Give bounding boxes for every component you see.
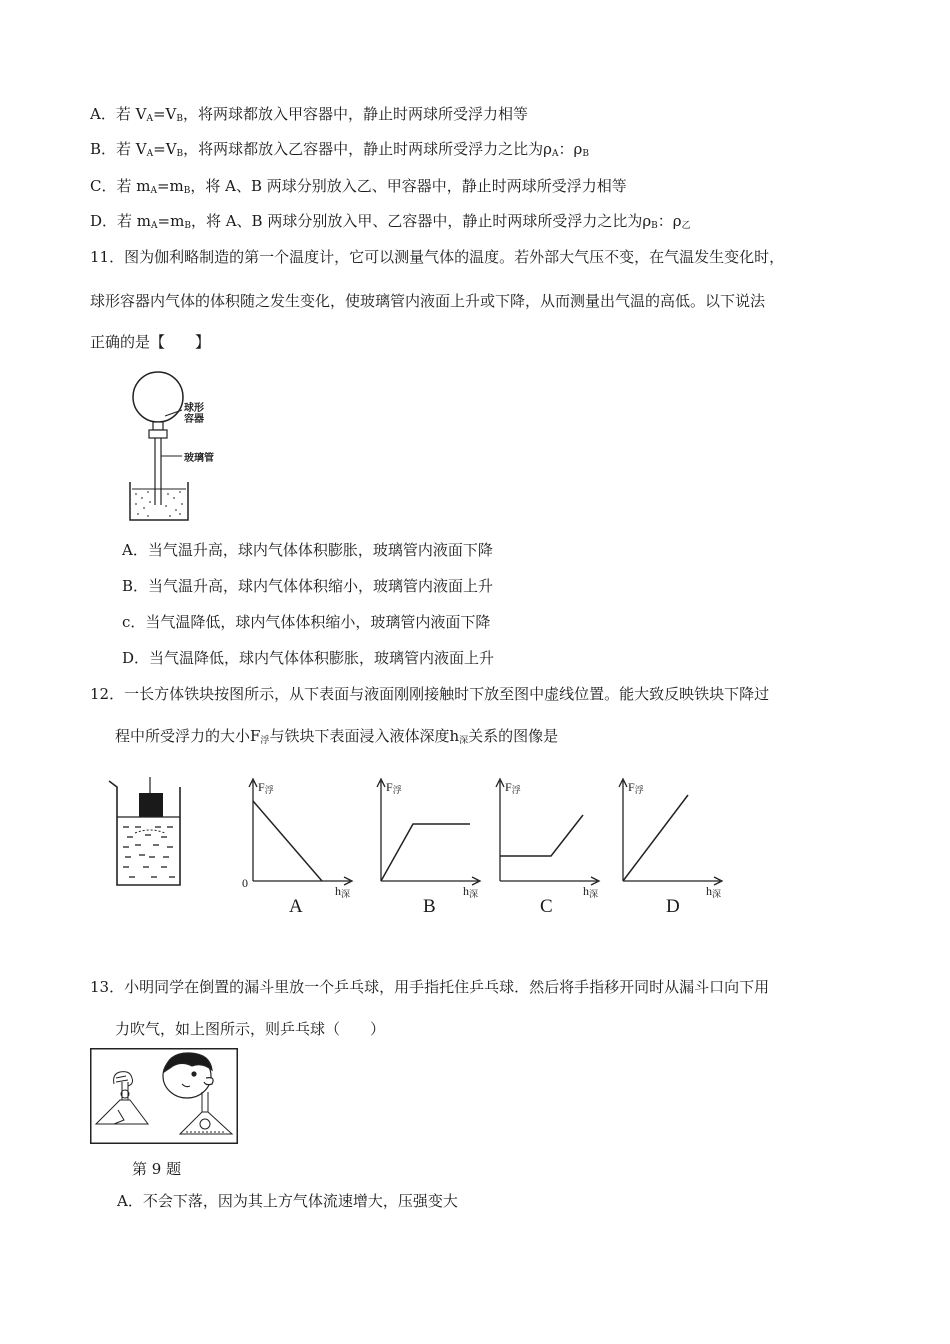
text: ：ρ [657, 212, 682, 230]
q11-option-d: D．当气温降低，球内气体体积膨胀，玻璃管内液面上升 [122, 649, 495, 667]
q13-stem-line2: 力吹气，如上图所示，则乒乓球（ ） [115, 1020, 386, 1038]
figure-caption: 第 9 题 [132, 1160, 182, 1178]
graph-c-y-label [505, 780, 521, 796]
text: ，将两球都放入甲容器中，静止时两球所受浮力相等 [182, 105, 528, 123]
text: h [463, 884, 469, 898]
subscript: A [146, 149, 154, 159]
graph-c-x-label [583, 884, 598, 900]
graph-b-label: B [423, 896, 436, 917]
text: =V [153, 140, 177, 158]
thermometer-figure [120, 370, 240, 525]
subscript: 浮 [260, 736, 270, 746]
text: F [386, 780, 393, 794]
subscript: 深 [589, 889, 599, 899]
text: h [583, 884, 589, 898]
graph-b-y-label [386, 780, 402, 796]
q11-option-a: A．当气温升高，球内气体体积膨胀，玻璃管内液面下降 [122, 541, 493, 559]
graph-b-x-label [463, 884, 478, 900]
subscript: A [551, 149, 559, 159]
q10-option-d [90, 210, 691, 231]
subscript: B [184, 221, 191, 231]
figure-frame [91, 1049, 238, 1144]
q10-option-b [90, 138, 589, 159]
text: B．若 V [90, 140, 147, 158]
dashed-target-position [135, 830, 165, 833]
subscript: 浮 [264, 785, 274, 795]
q11-option-c: c．当气温降低，球内气体体积缩小，玻璃管内液面下降 [122, 613, 491, 631]
graph-a-x-label [335, 884, 350, 900]
subscript: 深 [459, 736, 469, 746]
subscript: 深 [712, 889, 722, 899]
label-glass-tube: 玻璃管 [184, 453, 214, 464]
text: F [505, 780, 512, 794]
spherical-container [133, 372, 183, 422]
q11-stem-line1: 11．图为伽利略制造的第一个温度计，它可以测量气体的温度。若外部大气压不变，在气温发生变化时， [90, 248, 785, 266]
subscript: 乙 [681, 221, 691, 231]
text: 关系的图像是 [468, 727, 559, 745]
subscript: 深 [469, 889, 479, 899]
text: =m [157, 212, 185, 230]
subscript: 浮 [511, 785, 521, 795]
text: ，将 A、B 两球分别放入甲、乙容器中，静止时两球所受浮力之比为ρ [190, 212, 652, 230]
subscript: A [150, 186, 157, 196]
graph-d-line [623, 795, 688, 881]
label-spherical-container: 球形容器 [184, 403, 204, 425]
subscript: B [176, 114, 183, 124]
graph-c-label: C [540, 896, 553, 917]
graph-a-origin: 0 [242, 876, 248, 890]
q11-stem-line2: 球形容器内气体的体积随之发生变化，使玻璃管内液面上升或下降，从而测量出气温的高低。以下说法 [90, 292, 766, 310]
iron-block-beaker-figure [105, 775, 187, 890]
q10-option-c [90, 175, 627, 196]
text: ，将 A、B 两球分别放入乙、甲容器中，静止时两球所受浮力相等 [190, 177, 627, 195]
graph-d-x-label [706, 884, 721, 900]
text: ：ρ [558, 140, 583, 158]
subscript: B [651, 221, 658, 231]
subscript: A [146, 114, 153, 124]
text: F [628, 780, 635, 794]
graph-b-line [381, 824, 470, 881]
graph-d-y-label [628, 780, 644, 796]
text: F [258, 780, 265, 794]
q11-option-b: B．当气温升高，球内气体体积缩小，玻璃管内液面上升 [122, 577, 494, 595]
subscript: B [176, 149, 184, 159]
graph-c-line [500, 815, 583, 856]
graph-a-line [253, 801, 322, 881]
text: =m [156, 177, 184, 195]
q10-option-a [90, 103, 528, 124]
subscript: A [151, 221, 158, 231]
subscript: 深 [341, 889, 351, 899]
funnel-experiment-figure [90, 1048, 238, 1144]
text: 与铁块下表面浸入液体深度h [269, 727, 460, 745]
text: h [335, 884, 341, 898]
graph-a-label: A [289, 896, 303, 917]
text: D．若 m [90, 212, 152, 230]
graph-a-y-label [258, 780, 274, 796]
text: h [706, 884, 712, 898]
subscript: B [582, 149, 589, 159]
q13-stem-line1: 13．小明同学在倒置的漏斗里放一个乒乓球，用手指托住乒乓球．然后将手指移开同时从漏斗口向下用 [90, 978, 770, 996]
q13-option-a: A．不会下落，因为其上方气体流速增大，压强变大 [117, 1192, 458, 1210]
graph-d-label: D [666, 896, 680, 917]
text: A．若 V [90, 105, 147, 123]
text: ，将两球都放入乙容器中，静止时两球所受浮力之比为ρ [183, 140, 552, 158]
stopper [149, 430, 167, 438]
subscript: 浮 [392, 785, 402, 795]
subscript: B [183, 186, 191, 196]
text: C．若 m [90, 177, 151, 195]
tube-neck [153, 422, 163, 430]
subscript: 浮 [634, 785, 644, 795]
q12-stem-line1: 12．一长方体铁块按图所示，从下表面与液面刚刚接触时下放至图中虚线位置。能大致反映铁块下降过 [90, 685, 770, 703]
q12-stem-line2 [115, 725, 558, 746]
q11-stem-line3: 正确的是【 】 [90, 333, 211, 351]
iron-block [139, 793, 163, 817]
text: =V [152, 105, 177, 123]
text: 程中所受浮力的大小F [115, 727, 261, 745]
